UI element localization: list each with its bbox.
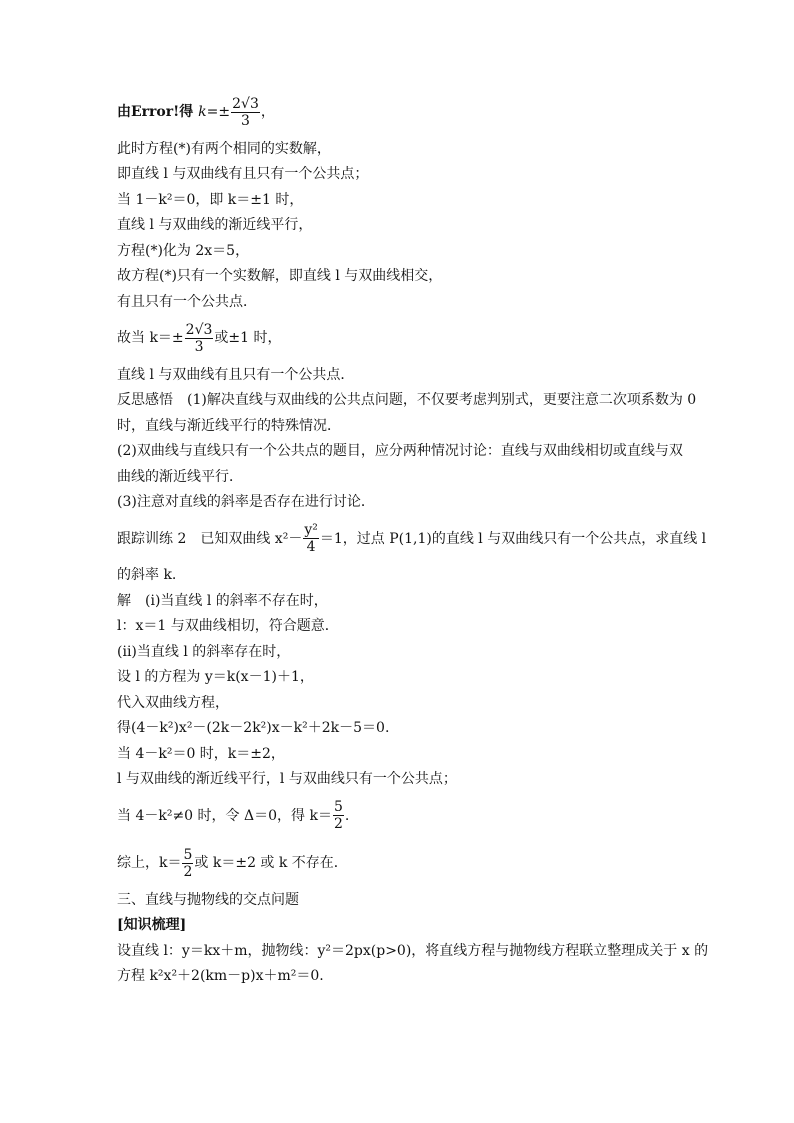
line-2: 此时方程(*)有两个相同的实数解， <box>117 140 331 157</box>
text-segment: 故当 k＝± <box>117 330 184 346</box>
text-segment: 或±1 时， <box>214 330 282 346</box>
fraction-numerator: y² <box>304 522 318 538</box>
subsection-label: [知识梳理] <box>117 917 187 933</box>
line-16 <box>117 519 707 559</box>
fraction <box>185 322 214 355</box>
line-9 <box>117 318 682 358</box>
fraction-numerator: 2√3 <box>232 95 259 112</box>
line-15: (3)注意对直线的斜率是否存在进行讨论． <box>117 494 375 510</box>
fraction-denominator: 2 <box>183 863 193 880</box>
fraction-numerator: 5 <box>333 799 343 815</box>
line-26 <box>117 796 682 836</box>
line-20: (ⅱ)当直线 l 的斜率存在时， <box>117 643 291 660</box>
line-24: 当 4－k²＝0 时，k＝±2， <box>117 745 285 762</box>
line-13: (2)双曲线与直线只有一个公共点的题目，应分两种情况讨论：直线与双曲线相切或直线与双 <box>117 443 683 459</box>
line-5: 直线 l 与双曲线的渐近线平行， <box>117 217 313 233</box>
line-25: l 与双曲线的渐近线平行，l 与双曲线只有一个公共点； <box>117 771 457 787</box>
fraction-denominator: 2 <box>333 816 343 832</box>
fraction <box>303 522 319 555</box>
fraction <box>182 847 193 880</box>
line-8: 有且只有一个公共点． <box>117 293 257 310</box>
line-30: 设直线 l：y＝kx＋m，抛物线：y²＝2px(p>0)，将直线方程与抛物线方程联立整理成关于 x 的 <box>117 942 709 959</box>
line-18: 解 (ⅰ)当直线 l 的斜率不存在时， <box>117 592 328 609</box>
text-segment: 由Error!得 <box>117 104 199 120</box>
fraction <box>231 96 260 129</box>
text-segment: 或 k＝±2 或 k 不存在． <box>194 855 348 871</box>
line-1 <box>117 92 682 132</box>
text-segment: ＝1，过点 P(1,1)的直线 l 与双曲线只有一个公共点，求直线 l <box>319 530 707 547</box>
line-7: 故方程(*)只有一个实数解，即直线 l 与双曲线相交， <box>117 268 443 284</box>
line-4: 当 1－k²＝0，即 k＝±1 时， <box>117 191 304 208</box>
fraction-numerator: 2√3 <box>185 321 213 338</box>
line-22: 代入双曲线方程， <box>117 694 229 711</box>
fraction-denominator: 3 <box>241 112 250 129</box>
text-segment: 当 4－k²≠0 时，令 Δ＝0，得 k＝ <box>117 807 332 824</box>
line-3: 即直线 l 与双曲线有且只有一个公共点； <box>117 166 369 182</box>
section-heading: 三、直线与抛物线的交点问题 <box>117 891 299 908</box>
fraction <box>333 799 344 832</box>
line-19: l：x＝1 与双曲线相切，符合题意． <box>117 618 339 634</box>
text-segment: k <box>198 104 207 120</box>
fraction-numerator: 5 <box>183 846 193 863</box>
text-segment: 跟踪训练 2 已知双曲线 x²－ <box>117 530 303 547</box>
text-segment: ， <box>260 104 275 120</box>
text-segment: =± <box>206 104 231 120</box>
line-21: 设 l 的方程为 y＝k(x－1)＋1， <box>117 669 314 685</box>
line-27 <box>117 843 682 883</box>
line-17: 的斜率 k. <box>117 567 177 583</box>
text-segment: . <box>344 807 350 824</box>
fraction-denominator: 4 <box>306 539 316 555</box>
line-14: 曲线的渐近线平行． <box>117 468 243 485</box>
fraction-denominator: 3 <box>194 338 204 355</box>
line-11: 反思感悟 (1)解决直线与双曲线的公共点问题，不仅要考虑判别式，更要注意二次项系数为 0 <box>117 392 697 408</box>
text-segment: 综上，k＝ <box>117 855 182 871</box>
line-12: 时，直线与渐近线平行的特殊情况． <box>117 417 341 434</box>
line-10: 直线 l 与双曲线有且只有一个公共点． <box>117 366 355 383</box>
line-31: 方程 k²x²＋2(km－p)x＋m²＝0. <box>117 968 324 984</box>
line-23: 得(4－k²)x²－(2k－2k²)x－k²＋2k－5＝0. <box>117 720 390 736</box>
line-6: 方程(*)化为 2x＝5， <box>117 242 250 259</box>
document-body <box>117 92 709 985</box>
